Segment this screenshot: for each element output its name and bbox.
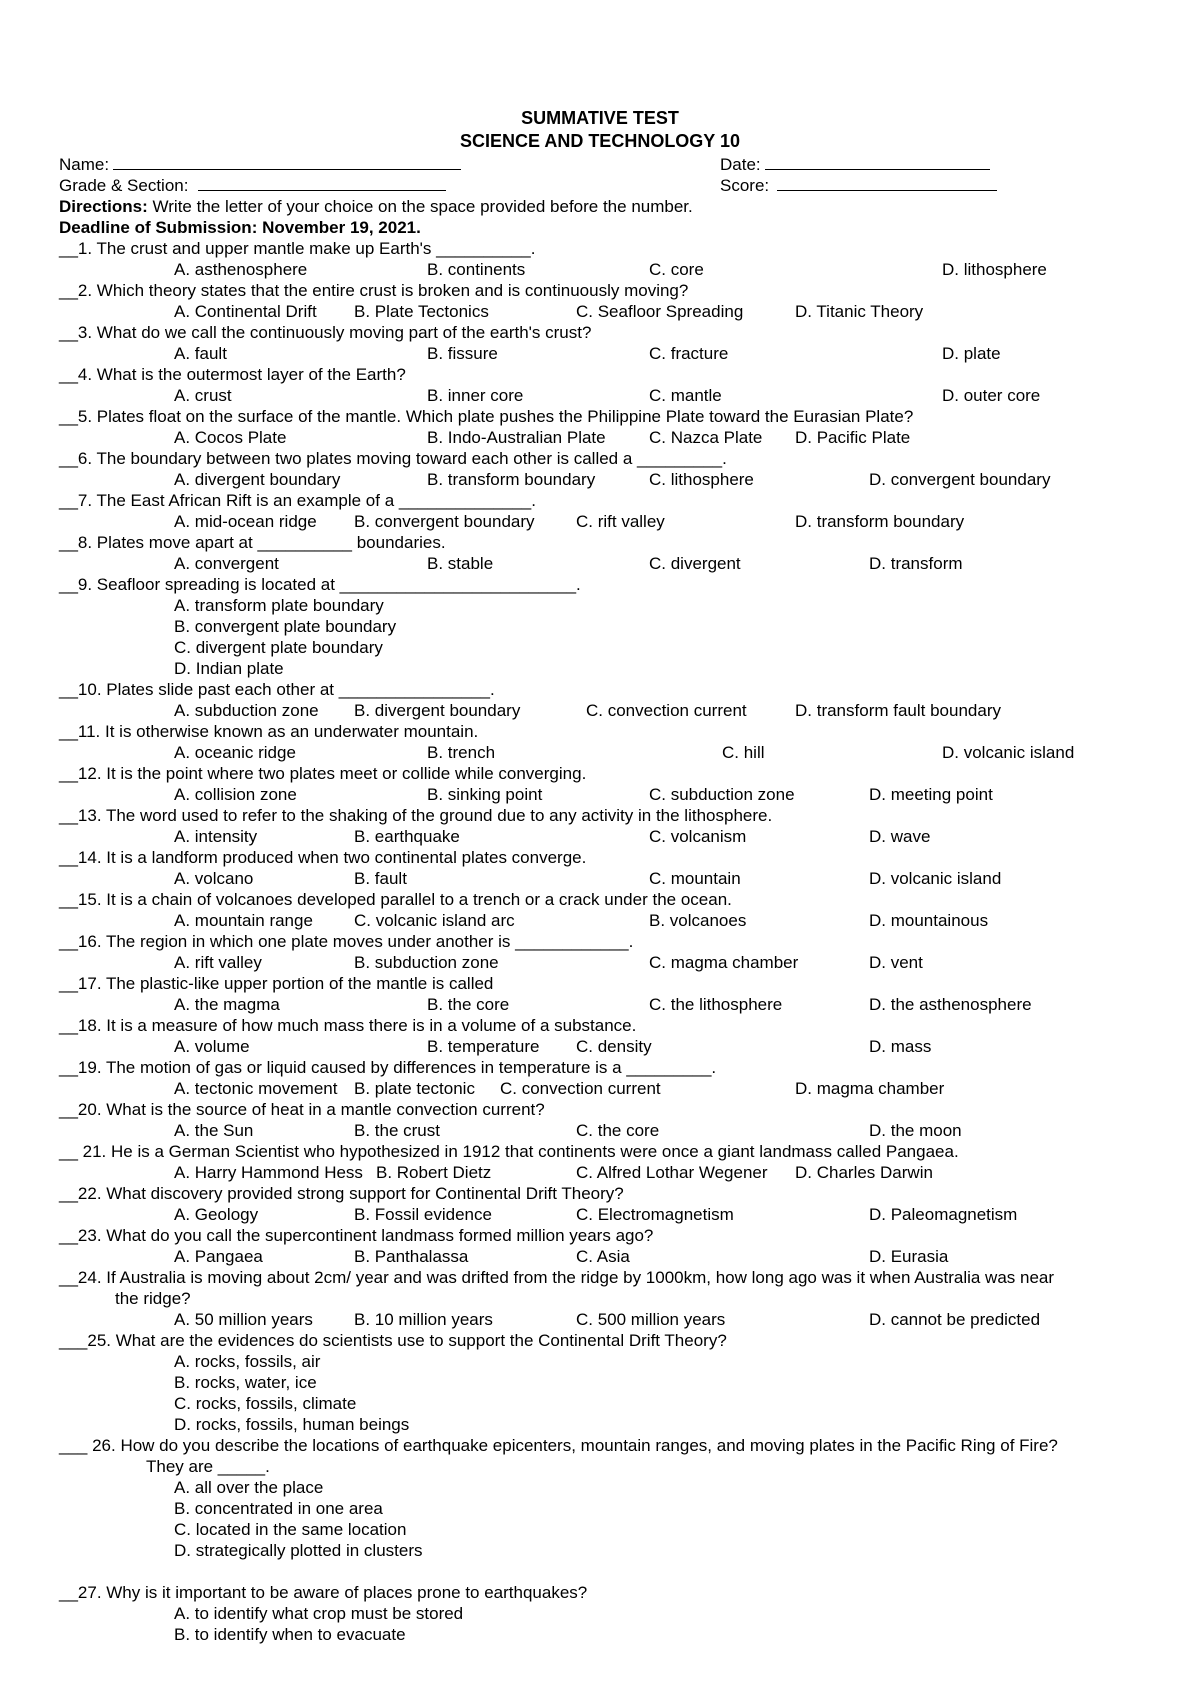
answer-choice[interactable]: B. convergent boundary (354, 512, 535, 531)
score-blank[interactable] (777, 175, 997, 191)
answer-choice[interactable]: C. fracture (649, 344, 729, 363)
question-text: __27. Why is it important to be aware of places prone to earthquakes? (59, 1583, 588, 1602)
grade-blank[interactable] (198, 175, 446, 191)
answer-choice[interactable]: C. density (576, 1037, 652, 1056)
answer-choice[interactable]: D. vent (869, 953, 923, 972)
answer-choice[interactable]: B. Fossil evidence (354, 1205, 492, 1224)
answer-choice[interactable]: D. Charles Darwin (795, 1163, 933, 1182)
directions-label: Directions: (59, 197, 148, 216)
answer-choice[interactable]: B. stable (427, 554, 494, 573)
answer-choice[interactable]: C. divergent (649, 554, 741, 573)
answer-choice[interactable]: A. to identify what crop must be stored (174, 1604, 464, 1623)
question-text-continued: They are _____. (146, 1457, 270, 1476)
answer-choice[interactable]: B. the core (427, 995, 510, 1014)
question-text: __15. It is a chain of volcanoes developed parallel to a trench or a crack under the ocean. (59, 890, 732, 909)
question-text: __19. The motion of gas or liquid caused by differences in temperature is a _________. (59, 1058, 717, 1077)
directions (59, 196, 693, 217)
date-field (720, 154, 990, 175)
score-label: Score: (720, 176, 770, 195)
answer-choice[interactable]: B. fault (354, 869, 407, 888)
question-text: __ 21. He is a German Scientist who hypothesized in 1912 that continents were once a giant landmass called Pangaea. (59, 1142, 959, 1161)
answer-choice[interactable]: C. Nazca Plate (649, 428, 763, 447)
answer-choice[interactable]: A. rocks, fossils, air (174, 1352, 321, 1371)
answer-choice[interactable]: A. all over the place (174, 1478, 324, 1497)
choice-row (0, 784, 1200, 805)
answer-choice[interactable]: A. subduction zone (174, 701, 319, 720)
answer-choice[interactable]: B. Indo-Australian Plate (427, 428, 606, 447)
answer-choice[interactable]: D. transform fault boundary (795, 701, 1001, 720)
answer-choice[interactable]: D. volcanic island (869, 869, 1002, 888)
answer-choice[interactable]: B. to identify when to evacuate (174, 1625, 406, 1644)
answer-choice[interactable]: D. plate (942, 344, 1001, 363)
answer-choice[interactable]: D. cannot be predicted (869, 1310, 1041, 1329)
answer-choice[interactable]: B. transform boundary (427, 470, 596, 489)
question-text: __24. If Australia is moving about 2cm/ year and was drifted from the ridge by 1000km, how long ago was it when Australia was near (59, 1268, 1055, 1287)
answer-choice[interactable]: C. magma chamber (649, 953, 799, 972)
answer-choice[interactable]: D. wave (869, 827, 931, 846)
answer-choice[interactable]: C. rocks, fossils, climate (174, 1394, 357, 1413)
answer-choice[interactable]: D. Paleomagnetism (869, 1205, 1018, 1224)
answer-choice[interactable]: A. transform plate boundary (174, 596, 384, 615)
question-text: __16. The region in which one plate moves under another is ____________. (59, 932, 634, 951)
answer-choice[interactable]: C. divergent plate boundary (174, 638, 383, 657)
answer-choice[interactable]: B. 10 million years (354, 1310, 493, 1329)
question-text: __4. What is the outermost layer of the Earth? (59, 365, 406, 384)
question-text: __17. The plastic-like upper portion of the mantle is called (59, 974, 494, 993)
answer-choice[interactable]: B. the crust (354, 1121, 440, 1140)
choice-row (0, 868, 1200, 889)
answer-choice[interactable]: A. oceanic ridge (174, 743, 296, 762)
choice-row (0, 1309, 1200, 1330)
answer-choice[interactable]: B. convergent plate boundary (174, 617, 397, 636)
answer-choice[interactable]: C. the core (576, 1121, 660, 1140)
answer-choice[interactable]: A. Harry Hammond Hess (174, 1163, 363, 1182)
answer-choice[interactable]: A. the Sun (174, 1121, 254, 1140)
answer-choice[interactable]: A. volcano (174, 869, 254, 888)
question-text: __18. It is a measure of how much mass there is in a volume of a substance. (59, 1016, 637, 1035)
test-subject: SCIENCE AND TECHNOLOGY 10 (459, 131, 741, 151)
directions-text: Write the letter of your choice on the space provided before the number. (147, 197, 693, 216)
answer-choice[interactable]: D. Eurasia (869, 1247, 949, 1266)
name-blank[interactable] (113, 154, 461, 170)
choice-row (0, 1036, 1200, 1057)
question-text: __14. It is a landform produced when two continental plates converge. (59, 848, 587, 867)
answer-choice[interactable]: A. volume (174, 1037, 250, 1056)
choice-row (0, 910, 1200, 931)
choice-row (0, 742, 1200, 763)
answer-choice[interactable]: C. mountain (649, 869, 741, 888)
question-text: __12. It is the point where two plates meet or collide while converging. (59, 764, 587, 783)
choice-row (0, 1120, 1200, 1141)
question-text-continued: the ridge? (115, 1289, 191, 1308)
choice-row (0, 1162, 1200, 1183)
answer-choice[interactable]: D. lithosphere (942, 260, 1047, 279)
choice-row (0, 700, 1200, 721)
answer-choice[interactable]: A. mid-ocean ridge (174, 512, 317, 531)
question-text: ___25. What are the evidences do scientists use to support the Continental Drift Theory? (59, 1331, 727, 1350)
answer-choice[interactable]: B. Plate Tectonics (354, 302, 489, 321)
answer-choice[interactable]: C. convection current (500, 1079, 661, 1098)
answer-choice[interactable]: B. rocks, water, ice (174, 1373, 317, 1392)
answer-choice[interactable]: A. the magma (174, 995, 280, 1014)
question-text: __13. The word used to refer to the shaking of the ground due to any activity in the lithosphere. (59, 806, 773, 825)
date-label: Date: (720, 155, 761, 174)
question-text: __9. Seafloor spreading is located at _________________________. (59, 575, 581, 594)
answer-choice[interactable]: B. fissure (427, 344, 498, 363)
question-text: __11. It is otherwise known as an underwater mountain. (59, 722, 479, 741)
answer-choice[interactable]: D. meeting point (869, 785, 993, 804)
answer-choice[interactable]: B. trench (427, 743, 496, 762)
answer-choice[interactable]: B. Panthalassa (354, 1247, 469, 1266)
answer-choice[interactable]: A. crust (174, 386, 232, 405)
name-field (59, 154, 461, 175)
answer-choice[interactable]: C. located in the same location (174, 1520, 407, 1539)
answer-choice[interactable]: A. mountain range (174, 911, 313, 930)
answer-choice[interactable]: A. intensity (174, 827, 258, 846)
choice-row (0, 259, 1200, 280)
answer-choice[interactable]: D. convergent boundary (869, 470, 1051, 489)
answer-choice[interactable]: A. asthenosphere (174, 260, 308, 279)
question-text: __20. What is the source of heat in a mantle convection current? (59, 1100, 545, 1119)
choice-row (0, 511, 1200, 532)
answer-choice[interactable]: C. mantle (649, 386, 722, 405)
answer-choice[interactable]: D. transform boundary (795, 512, 965, 531)
answer-choice[interactable]: D. mountainous (869, 911, 989, 930)
choice-row (0, 952, 1200, 973)
choice-row (0, 427, 1200, 448)
question-text: ___ 26. How do you describe the locations of earthquake epicenters, mountain ranges, and moving plates in the Pacific Ring of Fire? (59, 1436, 1058, 1455)
test-title: SUMMATIVE TEST (521, 108, 679, 128)
choice-row (0, 1204, 1200, 1225)
question-text: __3. What do we call the continuously moving part of the earth's crust? (59, 323, 592, 342)
answer-choice[interactable]: C. Seafloor Spreading (576, 302, 744, 321)
question-text: __22. What discovery provided strong support for Continental Drift Theory? (59, 1184, 624, 1203)
question-text: __8. Plates move apart at __________ boundaries. (59, 533, 446, 552)
answer-choice[interactable]: D. Pacific Plate (795, 428, 911, 447)
answer-choice[interactable]: B. temperature (427, 1037, 540, 1056)
answer-choice[interactable]: C. core (649, 260, 704, 279)
choice-row (0, 385, 1200, 406)
answer-choice[interactable]: B. divergent boundary (354, 701, 521, 720)
answer-choice[interactable]: D. transform (869, 554, 963, 573)
date-blank[interactable] (765, 154, 990, 170)
answer-choice[interactable]: D. outer core (942, 386, 1041, 405)
question-text: __2. Which theory states that the entire crust is broken and is continuously moving? (59, 281, 689, 300)
answer-choice[interactable]: C. Alfred Lothar Wegener (576, 1163, 768, 1182)
question-text: __1. The crust and upper mantle make up Earth's __________. (59, 239, 536, 258)
answer-choice[interactable]: C. Electromagnetism (576, 1205, 734, 1224)
answer-choice[interactable]: C. volcanism (649, 827, 747, 846)
answer-choice[interactable]: A. Pangaea (174, 1247, 263, 1266)
question-text: __23. What do you call the supercontinent landmass formed million years ago? (59, 1226, 654, 1245)
answer-choice[interactable]: B. inner core (427, 386, 524, 405)
answer-choice[interactable]: B. sinking point (427, 785, 543, 804)
name-label: Name: (59, 155, 110, 174)
answer-choice[interactable]: D. rocks, fossils, human beings (174, 1415, 410, 1434)
grade-field (59, 175, 446, 196)
question-text: __10. Plates slide past each other at ________________. (59, 680, 495, 699)
answer-choice[interactable]: A. convergent (174, 554, 279, 573)
answer-choice[interactable]: B. volcanoes (649, 911, 747, 930)
answer-choice[interactable]: A. rift valley (174, 953, 262, 972)
choice-row (0, 553, 1200, 574)
answer-choice[interactable]: D. mass (869, 1037, 932, 1056)
answer-choice[interactable]: A. fault (174, 344, 227, 363)
answer-choice[interactable]: D. the moon (869, 1121, 962, 1140)
answer-choice[interactable]: C. the lithosphere (649, 995, 783, 1014)
answer-choice[interactable]: A. divergent boundary (174, 470, 341, 489)
answer-choice[interactable]: A. Continental Drift (174, 302, 317, 321)
question-text: __5. Plates float on the surface of the mantle. Which plate pushes the Philippine Plate toward the Eurasian Plate? (59, 407, 914, 426)
answer-choice[interactable]: A. Geology (174, 1205, 259, 1224)
answer-choice[interactable]: C. hill (722, 743, 765, 762)
answer-choice[interactable]: B. earthquake (354, 827, 460, 846)
answer-choice[interactable]: B. Robert Dietz (376, 1163, 492, 1182)
answer-choice[interactable]: C. Asia (576, 1247, 630, 1266)
choice-row (0, 994, 1200, 1015)
answer-choice[interactable]: C. rift valley (576, 512, 665, 531)
answer-choice[interactable]: B. concentrated in one area (174, 1499, 383, 1518)
answer-choice[interactable]: C. convection current (586, 701, 747, 720)
grade-label: Grade & Section: (59, 176, 189, 195)
answer-choice[interactable]: D. magma chamber (795, 1079, 945, 1098)
answer-choice[interactable]: A. tectonic movement (174, 1079, 338, 1098)
answer-choice[interactable]: B. subduction zone (354, 953, 499, 972)
answer-choice[interactable]: D. volcanic island (942, 743, 1075, 762)
answer-choice[interactable]: C. volcanic island arc (354, 911, 515, 930)
choice-row (0, 1078, 1200, 1099)
deadline: Deadline of Submission: November 19, 2021. (59, 218, 421, 237)
answer-choice[interactable]: C. subduction zone (649, 785, 795, 804)
answer-choice[interactable]: D. Titanic Theory (795, 302, 924, 321)
choice-row (0, 826, 1200, 847)
answer-choice[interactable]: A. Cocos Plate (174, 428, 287, 447)
answer-choice[interactable]: D. Indian plate (174, 659, 284, 678)
answer-choice[interactable]: B. continents (427, 260, 526, 279)
answer-choice[interactable]: B. plate tectonic (354, 1079, 475, 1098)
answer-choice[interactable]: D. the asthenosphere (869, 995, 1032, 1014)
answer-choice[interactable]: A. 50 million years (174, 1310, 313, 1329)
choice-row (0, 343, 1200, 364)
choice-row (0, 1246, 1200, 1267)
answer-choice[interactable]: D. strategically plotted in clusters (174, 1541, 423, 1560)
choice-row (0, 301, 1200, 322)
question-text: __7. The East African Rift is an example of a ______________. (59, 491, 536, 510)
score-field (720, 175, 997, 196)
answer-choice[interactable]: A. collision zone (174, 785, 297, 804)
choice-row (0, 469, 1200, 490)
question-text: __6. The boundary between two plates moving toward each other is called a _________. (59, 449, 727, 468)
answer-choice[interactable]: C. 500 million years (576, 1310, 726, 1329)
answer-choice[interactable]: C. lithosphere (649, 470, 754, 489)
